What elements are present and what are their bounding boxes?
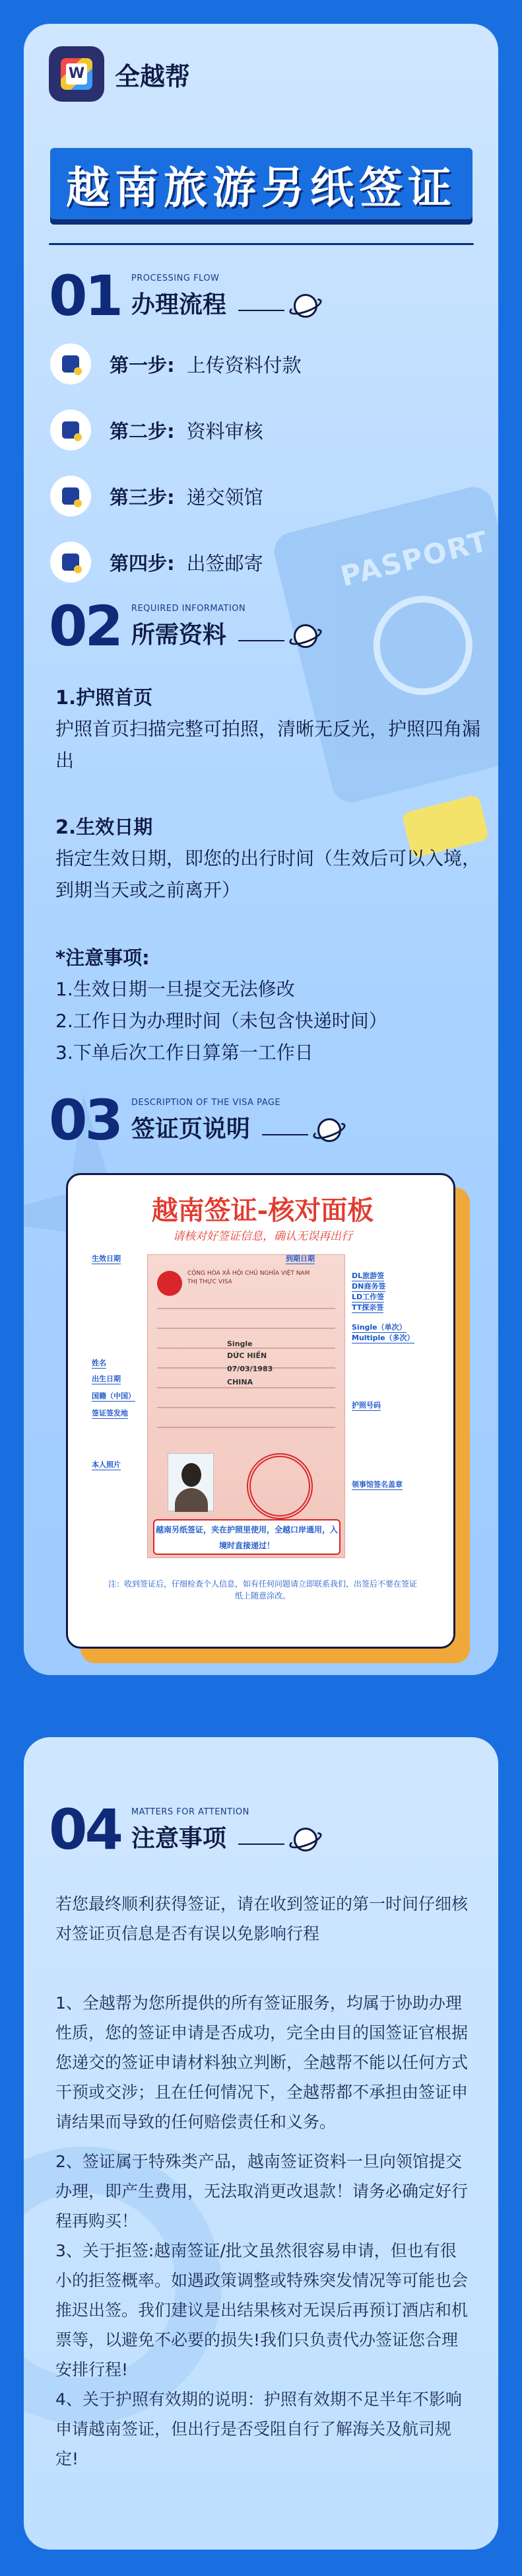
attention-item-4: 4、关于护照有效期的说明：护照有效期不足半年不影响申请越南签证，但出行是否受阻自行了解海关及航司规定! xyxy=(55,2390,462,2468)
consulate-seal-icon xyxy=(247,1453,313,1519)
requirement-notes: *注意事项: 1.生效日期一旦提交无法修改 2.工作日为办理时间（未包含快递时间） 3.下单后次工作日算第一工作日 xyxy=(55,947,387,1063)
visa-footnote: 注：收到签证后，仔细检查个人信息，如有任何问题请立即联系我们，出签后不要在签证纸上随意涂改。 xyxy=(108,1579,417,1600)
section-title: 签证页说明 xyxy=(131,1116,250,1143)
passport-decoration: PASPORT xyxy=(270,483,498,806)
planet-icon xyxy=(288,290,317,319)
attention-intro: 若您最终顺利获得签证，请在收到签证的第一时间仔细核对签证页信息是否有误以免影响行程 xyxy=(55,1894,469,1943)
section-processing-flow xyxy=(49,264,317,328)
app-logo-icon: W xyxy=(49,46,104,102)
section-number: 02 xyxy=(49,594,121,659)
visa-subtitle: 请核对好签证信息，确认无误再出行 xyxy=(173,1230,352,1243)
section-subtitle: DESCRIPTION OF THE VISA PAGE xyxy=(131,1098,281,1108)
title-banner xyxy=(50,148,473,219)
requirement-date: 2.生效日期 指定生效日期，即您的出行时间（生效后可以入境，到期当天或之前离开） xyxy=(55,816,481,901)
visa-title: 越南签证-核对面板 xyxy=(151,1195,374,1226)
section-subtitle: REQUIRED INFORMATION xyxy=(131,604,246,614)
bank-icon xyxy=(50,476,91,517)
visa-document: CỘNG HÒA XÃ HỘI CHỦ NGHĨA VIỆT NAM THỊ THỰC VISA Single CHINA 07/03/1983 DỨC HIỀN 越南另纸签证，夹在护照里使用，全越口岸通用，入境时直接递过！ xyxy=(147,1254,345,1558)
attention-item-2: 2、签证属于特殊类产品，越南签证资料一旦向领馆提交办理，即产生费用，无法取消更改退款！请务必确定好行程再购买！ xyxy=(55,2152,469,2231)
planet-icon xyxy=(288,620,317,649)
step-1: 第一步: 上传资料付款 xyxy=(50,343,302,384)
visa-note-box: 越南另纸签证，夹在护照里使用，全越口岸通用，入境时直接递过！ xyxy=(153,1519,341,1555)
requirement-passport: 1.护照首页 护照首页扫描完整可拍照，清晰无反光，护照四角漏出 xyxy=(55,686,481,771)
attention-item-1: 1、全越帮为您所提供的所有签证服务，均属于协助办理性质，您的签证申请是否成功，完全由目的国签证官根据您递交的签证申请材料独立判断，全越帮不能以任何方式干预或交涉；且在任何情况下，全越帮都不承担由签证申请结果而导致的任何赔偿责任和义务。 xyxy=(55,1993,469,2131)
section-title: 所需资料 xyxy=(131,622,226,649)
planet-icon xyxy=(288,1824,317,1853)
brand-name: 全越帮 xyxy=(115,61,191,91)
section-subtitle: MATTERS FOR ATTENTION xyxy=(131,1807,249,1817)
section-number: 04 xyxy=(49,1797,121,1862)
step-4: 第四步: 出签邮寄 xyxy=(50,542,263,583)
mail-icon xyxy=(50,542,91,583)
visa-check-panel: 越南签证-核对面板 请核对好签证信息，确认无误再出行 CỘNG HÒA XÃ HỘI CHỦ NGHĨA VIỆT NAM THỊ THỰC VISA Single CHINA 07/03/1983 DỨC HIỀN 越南另纸签证，夹在护照里使用，全越口岸通用，入境时直接递过！ 生效日期 姓名 出生日期 国籍（中国） 签证签发地 本人照片 到期日期 DL旅游签 DN商务签 LD工作签 TT探亲签 Single（单次） Multiple（多次） 护照号码 领事馆签名盖章 注：收到签证后，仔细检查个人信息，如有任何问题请立即联系我们，出签后不要在签证纸上随意涂改。 xyxy=(66,1173,455,1649)
section-title: 注意事项 xyxy=(131,1825,226,1852)
section-number: 03 xyxy=(49,1088,121,1153)
attention-card xyxy=(24,1737,498,2550)
section-required-info xyxy=(49,594,317,659)
section-title: 办理流程 xyxy=(131,291,226,318)
brand-header xyxy=(49,46,190,102)
section-subtitle: PROCESSING FLOW xyxy=(131,273,220,283)
briefcase-icon xyxy=(50,410,91,450)
upload-icon xyxy=(50,343,91,384)
planet-icon xyxy=(312,1114,341,1143)
section-visa-page xyxy=(49,1088,341,1153)
applicant-photo xyxy=(168,1453,214,1511)
divider-strip xyxy=(0,1675,522,1737)
attention-item-3: 3、关于拒签:越南签证/批文虽然很容易申请，但也有很小的拒签概率。如遇政策调整或特殊突发情况等可能也会推迟出签。我们建议是出结果核对无误后再预订酒店和机票等，以避免不必要的损失!我们只负责代办签证您合理安排行程! xyxy=(55,2241,469,2379)
step-2: 第二步: 资料审核 xyxy=(50,410,263,450)
section-number: 01 xyxy=(49,264,121,328)
page-title: 越南旅游另纸签证 xyxy=(66,162,457,213)
section-attention xyxy=(49,1797,317,1862)
main-card xyxy=(24,24,498,1675)
national-emblem-icon xyxy=(157,1271,182,1296)
title-divider xyxy=(49,243,474,245)
visa-sample xyxy=(66,1173,462,1662)
step-3: 第三步: 递交领馆 xyxy=(50,476,263,517)
